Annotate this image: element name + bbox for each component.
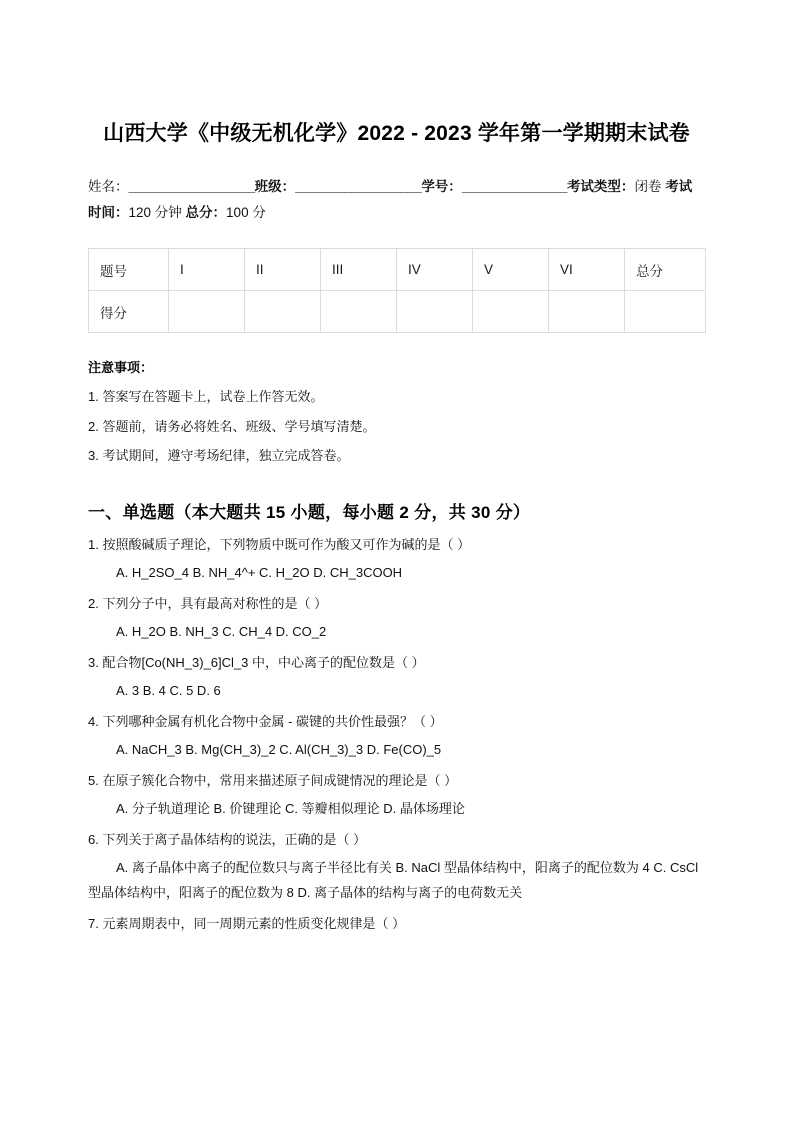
table-header-cell: II xyxy=(245,249,321,291)
question-item xyxy=(88,529,705,586)
table-score-cell[interactable] xyxy=(169,291,245,333)
question-item xyxy=(88,824,705,906)
duration-value: 120 分钟 xyxy=(128,204,182,220)
note-item: 3. 考试期间，遵守考场纪律，独立完成答卷。 xyxy=(88,447,350,463)
question-options[interactable]: A. H_2SO_4 B. NH_4^+ C. H_2O D. CH_3COOH xyxy=(116,565,403,581)
question-item xyxy=(88,588,705,645)
table-header-cell: 总分 xyxy=(625,249,706,291)
question-list xyxy=(88,529,705,936)
table-header-cell: IV xyxy=(397,249,473,291)
table-header-cell: V xyxy=(473,249,549,291)
exam-meta-block xyxy=(88,174,705,227)
notes-title: 注意事项： xyxy=(88,360,154,376)
table-score-cell[interactable] xyxy=(245,291,321,333)
note-item: 2. 答题前，请务必将姓名、班级、学号填写清楚。 xyxy=(88,418,376,434)
question-item xyxy=(88,706,705,763)
notes-section xyxy=(88,353,705,470)
student-name-label: 姓名： xyxy=(88,178,129,194)
table-score-cell[interactable]: 得分 xyxy=(89,291,169,333)
question-item xyxy=(88,647,705,704)
question-options[interactable]: A. H_2O B. NH_3 C. CH_4 D. CO_2 xyxy=(116,624,327,640)
table-score-cell[interactable] xyxy=(625,291,706,333)
table-score-cell[interactable] xyxy=(321,291,397,333)
score-table-body xyxy=(89,249,706,333)
table-header-cell: III xyxy=(321,249,397,291)
question-item xyxy=(88,765,705,822)
duration-label: 考试时间： xyxy=(88,178,693,220)
question-stem: 4. 下列哪种金属有机化合物中金属 - 碳键的共价性最强？（ ） xyxy=(88,713,443,729)
exam-type-label: 考试类型： xyxy=(566,178,635,194)
question-stem: 5. 在原子簇化合物中，常用来描述原子间成键情况的理论是（ ） xyxy=(88,772,458,788)
question-stem: 3. 配合物[Co(NH_3)_6]Cl_3 中，中心离子的配位数是（ ） xyxy=(88,654,425,670)
student-name-blank[interactable]: __________________ xyxy=(128,178,255,194)
question-stem: 6. 下列关于离子晶体结构的说法，正确的是（ ） xyxy=(88,831,367,847)
student-id-blank[interactable]: _______________ xyxy=(461,178,567,194)
section-heading: 一、单选题（本大题共 15 小题，每小题 2 分，共 30 分） xyxy=(88,503,531,523)
table-row xyxy=(89,249,706,291)
question-options[interactable]: A. NaCH_3 B. Mg(CH_3)_2 C. Al(CH_3)_3 D. Fe(CO)_5 xyxy=(116,741,442,757)
question-options[interactable]: A. 分子轨道理论 B. 价键理论 C. 等瓣相似理论 D. 晶体场理论 xyxy=(116,800,465,816)
question-item xyxy=(88,908,705,937)
table-header-cell: I xyxy=(169,249,245,291)
table-score-cell[interactable] xyxy=(473,291,549,333)
total-score-value: 100 分 xyxy=(226,204,266,220)
question-options[interactable]: A. 3 B. 4 C. 5 D. 6 xyxy=(116,682,221,698)
question-stem: 1. 按照酸碱质子理论，下列物质中既可作为酸又可作为碱的是（ ） xyxy=(88,537,471,553)
table-header-cell: VI xyxy=(549,249,625,291)
question-options[interactable]: A. 离子晶体中离子的配位数只与离子半径比有关 B. NaCl 型晶体结构中，阳离子的配位数为 4 C. CsCl 型晶体结构中，阳离子的配位数为 8 D. 离子晶体的结构与离子的电荷数无关 xyxy=(88,859,699,900)
table-row xyxy=(89,291,706,333)
exam-type-value: 闭卷 xyxy=(634,178,662,194)
table-score-cell[interactable] xyxy=(397,291,473,333)
question-stem: 7. 元素周期表中，同一周期元素的性质变化规律是（ ） xyxy=(88,915,406,931)
exam-page xyxy=(88,0,705,939)
class-label: 班级： xyxy=(254,178,296,194)
total-score-label: 总分： xyxy=(185,204,227,220)
note-item: 1. 答案写在答题卡上，试卷上作答无效。 xyxy=(88,389,324,405)
student-id-label: 学号： xyxy=(421,178,462,194)
table-score-cell[interactable] xyxy=(549,291,625,333)
page-title: 山西大学《中级无机化学》2022 - 2023 学年第一学期期末试卷 xyxy=(103,122,690,145)
class-blank[interactable]: __________________ xyxy=(295,178,422,194)
notes-list xyxy=(88,382,705,470)
table-header-cell: 题号 xyxy=(89,249,169,291)
score-table xyxy=(88,248,706,333)
question-stem: 2. 下列分子中，具有最高对称性的是（ ） xyxy=(88,596,328,612)
